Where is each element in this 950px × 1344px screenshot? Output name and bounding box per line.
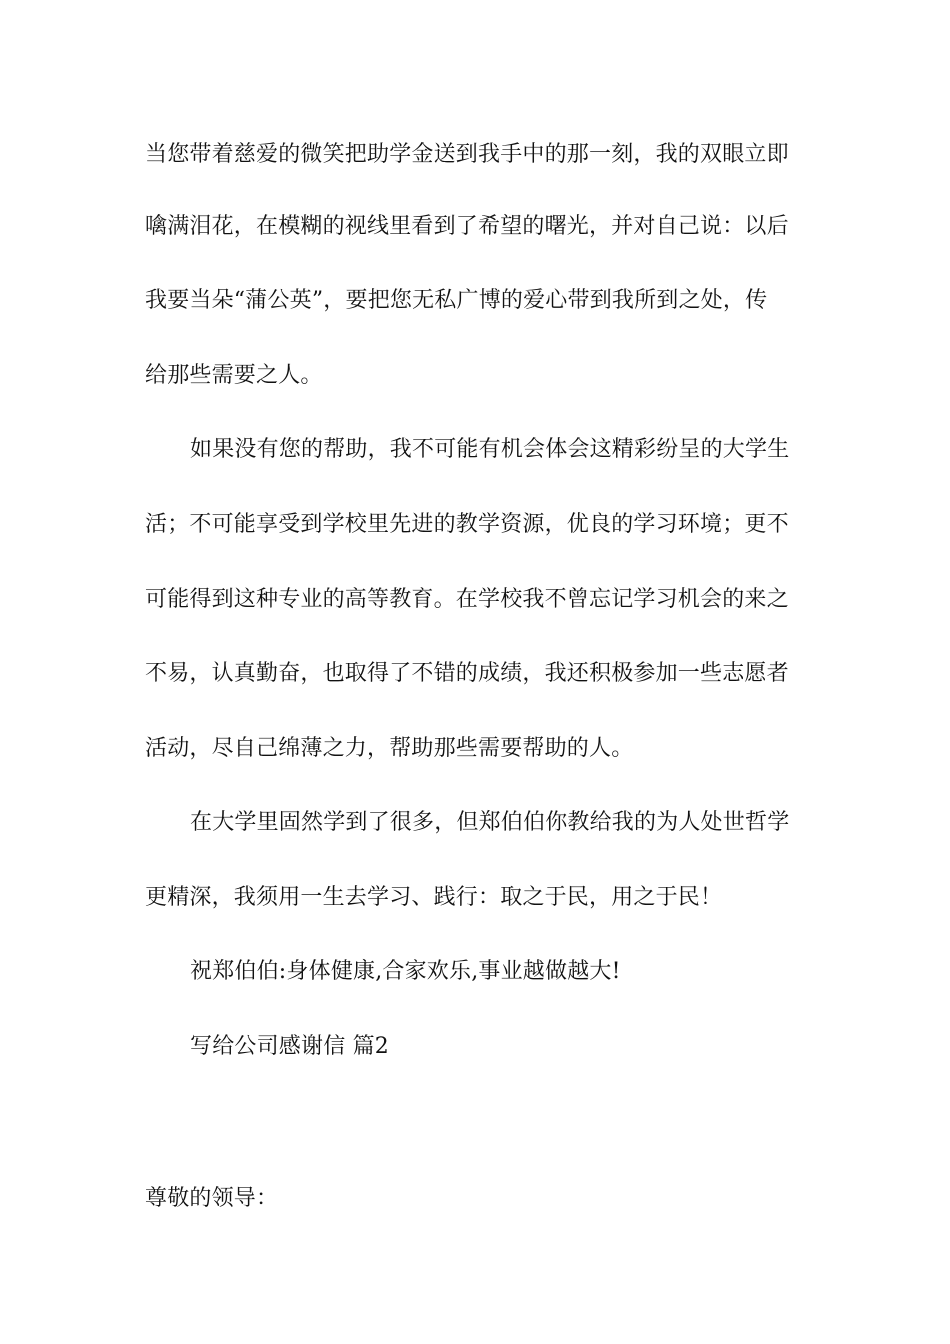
- paragraph-3-line-2: 更精深，我须用一生去学习、践行：取之于民，用之于民！: [145, 885, 723, 910]
- paragraph-2-line-5: 活动，尽自己绵薄之力，帮助那些需要帮助的人。: [145, 736, 634, 761]
- paragraph-2-line-1: 如果没有您的帮助，我不可能有机会体会这精彩纷呈的大学生: [190, 437, 790, 462]
- paragraph-1-line-2: 噙满泪花，在模糊的视线里看到了希望的曙光，并对自己说：以后: [145, 214, 789, 239]
- paragraph-3-line-1: 在大学里固然学到了很多，但郑伯伯你教给我的为人处世哲学: [190, 810, 790, 835]
- closing-wishes: 祝郑伯伯:身体健康,合家欢乐,事业越做越大!: [190, 959, 621, 984]
- salutation: 尊敬的领导：: [145, 1186, 279, 1211]
- paragraph-1-line-1: 当您带着慈爱的微笑把助学金送到我手中的那一刻，我的双眼立即: [145, 142, 789, 167]
- section-heading: 写给公司感谢信 篇2: [190, 1034, 389, 1059]
- paragraph-2-line-4: 不易，认真勤奋，也取得了不错的成绩，我还积极参加一些志愿者: [145, 661, 789, 686]
- paragraph-2-line-3: 可能得到这种专业的高等教育。在学校我不曾忘记学习机会的来之: [145, 587, 789, 612]
- paragraph-2-line-2: 活；不可能享受到学校里先进的教学资源，优良的学习环境；更不: [145, 512, 789, 537]
- paragraph-1-line-3: 我要当朵“蒲公英”，要把您无私广博的爱心带到我所到之处，传: [145, 288, 768, 313]
- paragraph-1-line-4: 给那些需要之人。: [145, 363, 323, 388]
